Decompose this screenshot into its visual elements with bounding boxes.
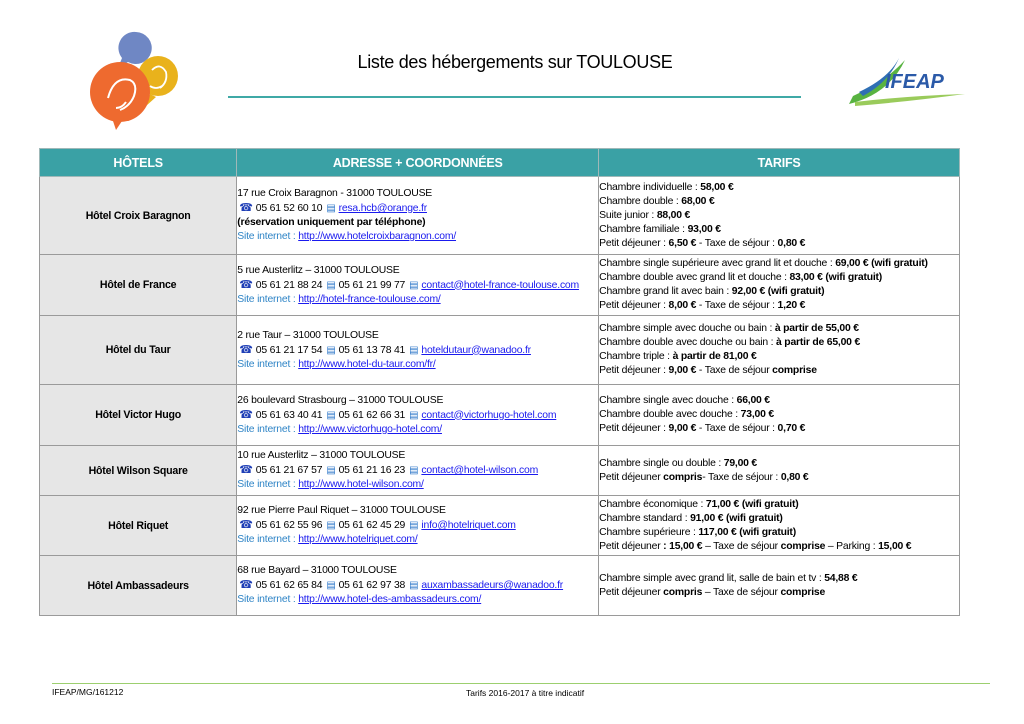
hotel-name: Hôtel Victor Hugo: [40, 385, 237, 446]
tarif-line: [599, 285, 959, 299]
email-icon: ▤: [409, 279, 419, 291]
tarif-value: 93,00 €: [687, 223, 721, 235]
tarif-value: à partir de 65,00 €: [776, 337, 861, 348]
tarif-value-2: 0,70 €: [777, 423, 806, 434]
phone-icon: ☎: [239, 343, 253, 356]
header-tarifs: TARIFS: [599, 149, 960, 177]
tarif-value: 9,00 €: [668, 365, 697, 376]
tarif-value-2: comprise: [780, 586, 826, 598]
site-label: Site internet :: [237, 423, 299, 435]
tarif-label-2: - Taxe de séjour :: [696, 237, 778, 249]
tarif-label-2: - Taxe de séjour :: [696, 300, 778, 311]
tarif-line: [599, 223, 959, 237]
tarif-label: Suite junior :: [599, 209, 657, 221]
hotel-tarifs-cell: [599, 316, 960, 385]
hotel-phone-2: 05 61 13 78 41: [338, 344, 406, 356]
table-row: [40, 255, 960, 316]
hotel-phone-1: 05 61 52 60 10: [255, 203, 323, 214]
hotel-name: Hôtel du Taur: [40, 316, 237, 385]
tarif-value-3: 15,00 €: [878, 540, 912, 552]
tarif-value: 117,00 € (wifi gratuit): [698, 526, 796, 538]
hotel-website-link[interactable]: http://www.hotel-wilson.com/: [298, 479, 424, 490]
tarif-label: Chambre simple avec douche ou bain :: [599, 323, 775, 334]
tarif-line: [599, 181, 959, 195]
header-address: ADRESSE + COORDONNÉES: [237, 149, 599, 177]
hotel-name: Hôtel Riquet: [40, 496, 237, 556]
phone-icon: ☎: [239, 579, 253, 591]
hotel-phone-1: 05 61 63 40 41: [255, 409, 323, 421]
tarif-line: [599, 257, 959, 271]
hotel-address-cell: [237, 255, 599, 316]
table-row: [40, 385, 960, 446]
hotel-email-link[interactable]: resa.hcb@orange.fr: [338, 203, 427, 214]
tarif-value: 66,00 €: [736, 395, 770, 406]
tarif-value-2: 1,20 €: [777, 300, 806, 311]
tarif-value: à partir de 55,00 €: [774, 323, 859, 334]
hotel-tarifs-cell: [599, 177, 960, 255]
fax-icon: ▤: [326, 344, 336, 356]
hotel-site-line: [237, 423, 598, 437]
tarif-line: [599, 422, 959, 436]
phone-icon: ☎: [239, 519, 253, 531]
email-icon: ▤: [326, 203, 336, 214]
hotel-address: 26 boulevard Strasbourg – 31000 TOULOUSE: [237, 394, 444, 406]
tarif-label: Chambre simple avec grand lit, salle de bain et tv :: [599, 572, 825, 584]
hotel-website-link[interactable]: http://www.hotelriquet.com/: [298, 534, 418, 545]
fax-icon: ▤: [326, 580, 336, 591]
phone-icon: ☎: [239, 278, 253, 291]
hotel-site-line: [237, 230, 598, 244]
hotel-note: (réservation uniquement par téléphone): [237, 217, 426, 228]
hotel-address-cell: [237, 177, 599, 255]
tarif-line: [599, 512, 959, 526]
tarif-value: à partir de 81,00 €: [672, 351, 757, 362]
tarif-value: 88,00 €: [656, 209, 691, 221]
table-row: [40, 177, 960, 255]
hotel-tarifs-cell: [599, 255, 960, 316]
tarif-line: [599, 195, 959, 209]
table-row: [40, 446, 960, 496]
hotel-contact-line: [237, 463, 598, 478]
hotel-email-link[interactable]: contact@hotel-wilson.com: [421, 465, 539, 476]
tarif-line: [599, 498, 959, 512]
hotel-tarifs-cell: [599, 446, 960, 496]
tarif-label: Petit déjeuner :: [599, 365, 669, 376]
tarif-value: 71,00 € (wifi gratuit): [705, 498, 799, 510]
hotel-phone-2: 05 61 62 97 38: [338, 580, 406, 591]
hotel-address-cell: [237, 556, 599, 616]
footer-rule: [52, 683, 990, 684]
hotel-name: Hôtel de France: [40, 255, 237, 316]
hotel-address: 10 rue Austerlitz – 31000 TOULOUSE: [237, 450, 406, 461]
tarif-label-2: - Taxe de séjour :: [702, 471, 781, 483]
footer-reference: IFEAP/MG/161212: [52, 687, 124, 697]
hotel-address: 5 rue Austerlitz – 31000 TOULOUSE: [237, 264, 400, 276]
tarif-label-3: – Parking :: [825, 540, 879, 552]
tarif-value: 68,00 €: [681, 195, 715, 207]
hotel-address: 92 rue Pierre Paul Riquet – 31000 TOULOUSE: [237, 505, 446, 516]
tarif-line: [599, 271, 959, 285]
hotel-contact-line: [237, 408, 598, 423]
table-header-row: [40, 149, 960, 177]
tarif-value: 58,00 €: [700, 181, 734, 193]
tarif-value: compris: [663, 471, 703, 483]
site-label: Site internet :: [237, 231, 299, 242]
tarif-line: [599, 209, 959, 223]
ifeap-logo: [845, 48, 970, 110]
tarif-label: Chambre économique :: [599, 498, 706, 510]
hotel-site-line: [237, 358, 598, 372]
tarif-label: Petit déjeuner :: [599, 423, 669, 434]
tarif-label: Chambre double avec douche ou bain :: [599, 337, 777, 348]
table-row: [40, 556, 960, 616]
hotel-email-link[interactable]: auxambassadeurs@wanadoo.fr: [421, 580, 564, 591]
header-hotels: HÔTELS: [40, 149, 237, 177]
tarif-label-2: – Taxe de séjour: [702, 540, 781, 552]
tarif-value: 83,00 € (wifi gratuit): [789, 272, 883, 283]
email-icon: ▤: [409, 580, 419, 591]
tarif-value: compris: [663, 586, 703, 598]
tarif-line: [599, 299, 959, 313]
tarif-line: [599, 586, 959, 600]
tarif-label: Chambre familiale :: [599, 223, 688, 235]
tarif-label: Chambre double :: [599, 195, 682, 207]
hotel-phone-1: 05 61 62 65 84: [255, 580, 323, 591]
tarif-label: Chambre double avec grand lit et douche :: [599, 272, 790, 283]
hotel-contact-line: [237, 518, 598, 533]
tarif-line: [599, 457, 959, 471]
hotel-tarifs-cell: [599, 385, 960, 446]
tarif-value: 73,00 €: [740, 409, 774, 420]
hotel-address-cell: [237, 446, 599, 496]
tarif-label-2: - Taxe de séjour :: [696, 423, 778, 434]
hotel-site-line: [237, 533, 598, 547]
hotel-contact-line: [237, 343, 598, 358]
hotel-website-link[interactable]: http://hotel-france-toulouse.com/: [298, 293, 441, 305]
tarif-line: [599, 237, 959, 251]
tarif-line: [599, 526, 959, 540]
hotel-contact-line: [237, 278, 598, 293]
tarif-value: 6,50 €: [668, 237, 697, 249]
tarif-value: : 15,00 €: [663, 540, 703, 552]
hotel-website-link[interactable]: http://www.hotelcroixbaragnon.com/: [298, 231, 457, 242]
tarif-label: Chambre single ou double :: [599, 457, 724, 469]
table-row: [40, 316, 960, 385]
site-label: Site internet :: [237, 293, 299, 305]
hotel-phone-1: 05 61 21 17 54: [255, 344, 323, 356]
table-row: [40, 496, 960, 556]
tarif-label: Chambre triple :: [599, 351, 673, 362]
tarif-line: [599, 572, 959, 586]
email-icon: ▤: [409, 409, 419, 421]
hotel-address: 68 rue Bayard – 31000 TOULOUSE: [237, 565, 397, 576]
tarif-label: Petit déjeuner :: [599, 300, 669, 311]
footer-note: Tarifs 2016-2017 à titre indicatif: [466, 688, 585, 698]
hotel-name: Hôtel Wilson Square: [40, 446, 237, 496]
tarif-value: 69,00 € (wifi gratuit): [835, 258, 928, 269]
site-label: Site internet :: [237, 479, 299, 490]
hotel-website-link[interactable]: http://www.victorhugo-hotel.com/: [298, 423, 442, 435]
phone-icon: ☎: [239, 202, 253, 214]
tarif-line: [599, 336, 959, 350]
hotel-address: 2 rue Taur – 31000 TOULOUSE: [237, 329, 379, 341]
hotel-contact-line: [237, 578, 598, 593]
tarif-label-2: - Taxe de séjour: [696, 365, 773, 376]
tarif-value-2: 0,80 €: [777, 237, 806, 249]
page-title: Liste des hébergements sur TOULOUSE: [357, 52, 673, 72]
hotel-address: 17 rue Croix Baragnon - 31000 TOULOUSE: [237, 188, 433, 199]
fax-icon: ▤: [326, 520, 336, 531]
tarif-label: Petit déjeuner: [599, 586, 664, 598]
hotel-phone-1: 05 61 21 88 24: [255, 279, 323, 291]
tarif-label: Chambre double avec douche :: [599, 409, 741, 420]
tarif-label: Chambre single supérieure avec grand lit et douche :: [599, 258, 836, 269]
hotel-email-link[interactable]: contact@hotel-france-toulouse.com: [421, 279, 579, 291]
phone-icon: ☎: [239, 464, 253, 476]
hotel-address-cell: [237, 316, 599, 385]
hotel-tarifs-cell: [599, 496, 960, 556]
phone-icon: ☎: [239, 408, 253, 421]
tarif-label: Chambre single avec douche :: [599, 395, 737, 406]
tarif-line: [599, 364, 959, 378]
tarif-value: 54,88 €: [824, 572, 858, 584]
site-label: Site internet :: [237, 594, 299, 605]
fax-icon: ▤: [326, 465, 336, 476]
speech-bubbles-logo: [88, 20, 183, 132]
hotel-email-link[interactable]: contact@victorhugo-hotel.com: [421, 409, 557, 421]
tarif-line: [599, 322, 959, 336]
ifeap-logo-text: IFEAP: [885, 71, 944, 93]
tarif-value-2: 0,80 €: [780, 471, 809, 483]
site-label: Site internet :: [237, 358, 299, 370]
hotel-phone-2: 05 61 62 66 31: [338, 409, 406, 421]
tarif-line: [599, 350, 959, 364]
tarif-value: 9,00 €: [668, 423, 697, 434]
hotel-site-line: [237, 478, 598, 492]
site-label: Site internet :: [237, 534, 299, 545]
tarif-label: Chambre supérieure :: [599, 526, 699, 538]
tarif-value-2: comprise: [772, 365, 817, 376]
hotels-table: [39, 148, 960, 616]
tarif-line: [599, 394, 959, 408]
fax-icon: ▤: [326, 279, 336, 291]
hotel-phone-1: 05 61 62 55 96: [255, 520, 323, 531]
fax-icon: ▤: [326, 409, 336, 421]
tarif-line: [599, 540, 959, 554]
tarif-line: [599, 471, 959, 485]
hotel-website-link[interactable]: http://www.hotel-des-ambassadeurs.com/: [298, 594, 482, 605]
email-icon: ▤: [409, 520, 419, 531]
tarif-value-2: comprise: [780, 540, 826, 552]
hotel-email-link[interactable]: hoteldutaur@wanadoo.fr: [421, 344, 531, 356]
hotel-phone-1: 05 61 21 67 57: [255, 465, 323, 476]
hotel-name: Hôtel Ambassadeurs: [40, 556, 237, 616]
tarif-label: Petit déjeuner: [599, 540, 664, 552]
email-icon: ▤: [409, 344, 419, 356]
hotel-address-cell: [237, 496, 599, 556]
hotel-address-cell: [237, 385, 599, 446]
hotel-name: Hôtel Croix Baragnon: [40, 177, 237, 255]
tarif-label: Chambre grand lit avec bain :: [599, 286, 732, 297]
hotel-site-line: [237, 293, 598, 307]
tarif-value: 79,00 €: [723, 457, 758, 469]
email-icon: ▤: [409, 465, 419, 476]
hotel-tarifs-cell: [599, 556, 960, 616]
tarif-value: 8,00 €: [668, 300, 697, 311]
tarif-value: 91,00 € (wifi gratuit): [690, 512, 783, 524]
tarif-line: [599, 408, 959, 422]
hotel-phone-2: 05 61 21 16 23: [338, 465, 406, 476]
hotel-contact-line: [237, 201, 598, 216]
tarif-label-2: – Taxe de séjour: [702, 586, 781, 598]
tarif-label: Chambre standard :: [599, 512, 691, 524]
tarif-label: Chambre individuelle :: [599, 181, 701, 193]
hotel-phone-2: 05 61 62 45 29: [338, 520, 406, 531]
hotel-website-link[interactable]: http://www.hotel-du-taur.com/fr/: [298, 358, 436, 370]
title-underline: [228, 96, 801, 98]
tarif-value: 92,00 € (wifi gratuit): [731, 286, 825, 297]
hotel-email-link[interactable]: info@hotelriquet.com: [421, 520, 516, 531]
tarif-label: Petit déjeuner :: [599, 237, 669, 249]
hotel-phone-2: 05 61 21 99 77: [338, 279, 406, 291]
tarif-label: Petit déjeuner: [599, 471, 664, 483]
hotel-site-line: [237, 593, 598, 607]
